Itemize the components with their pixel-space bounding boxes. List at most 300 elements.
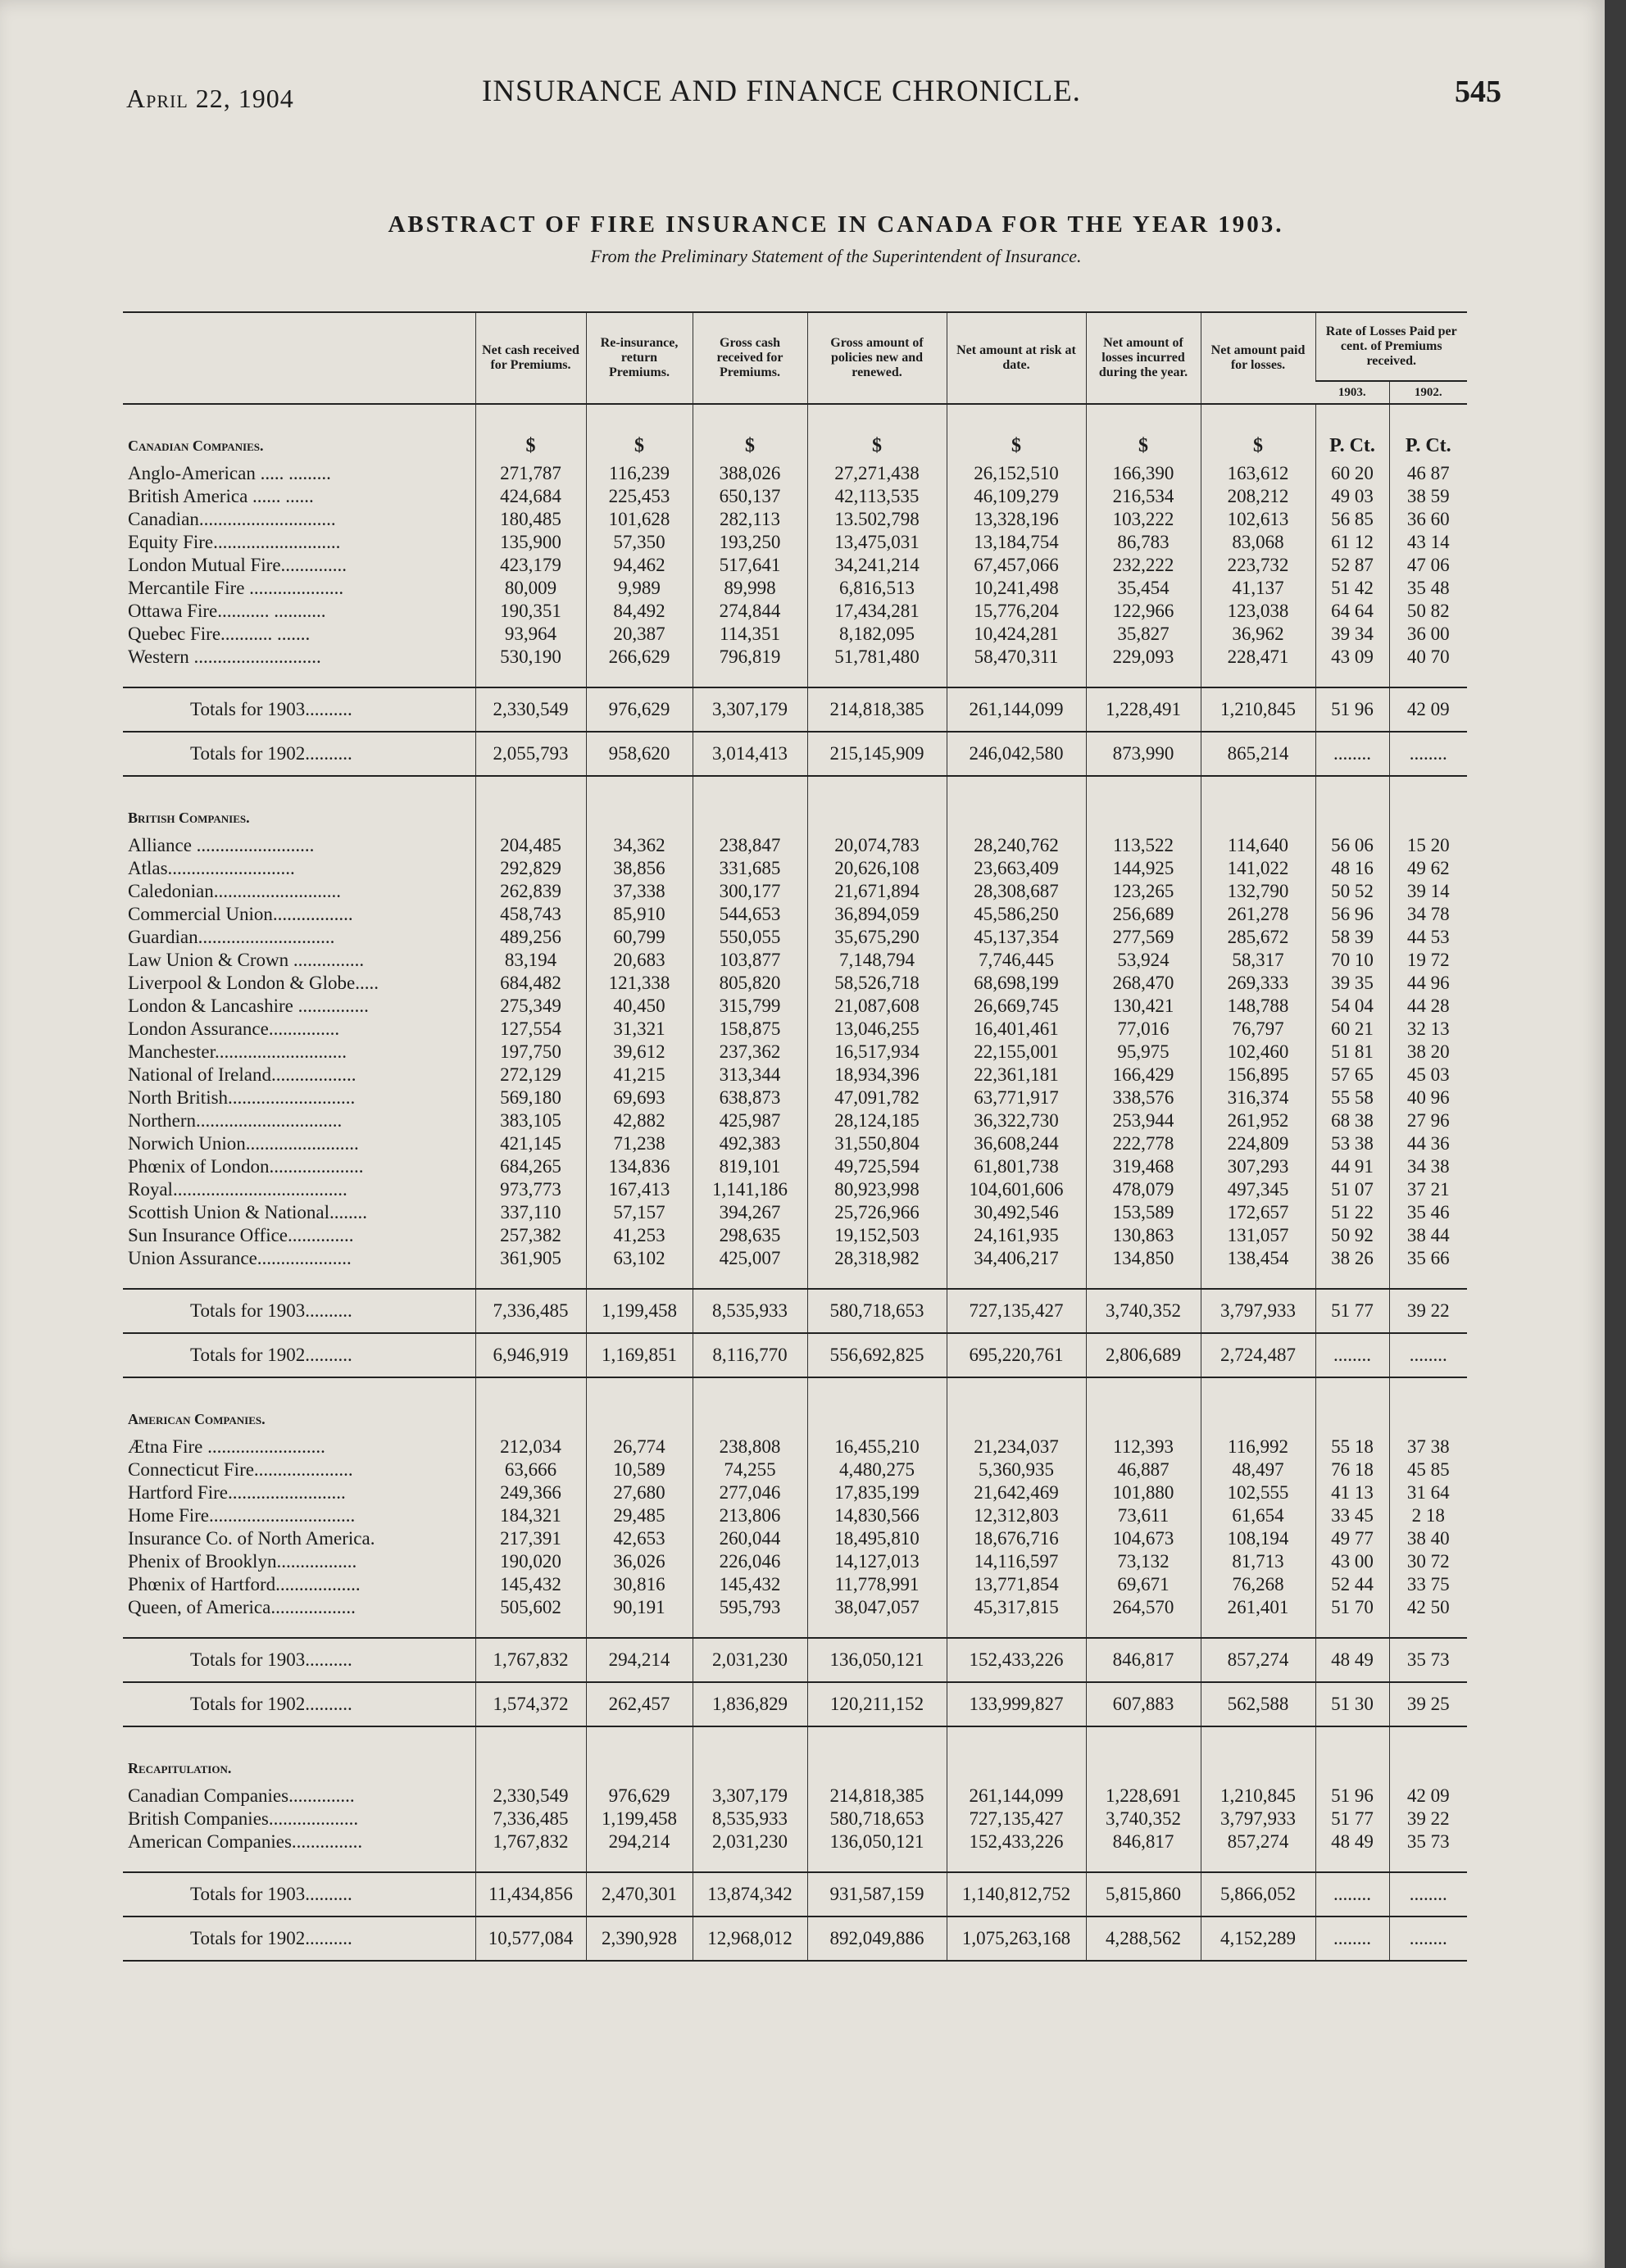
totals-cell: 2,055,793 (475, 732, 586, 776)
table-cell: 277,569 (1086, 926, 1201, 949)
table-cell: 145,432 (475, 1573, 586, 1596)
table-cell: 19 72 (1389, 949, 1467, 972)
empty-cell (1201, 1619, 1315, 1638)
totals-cell: 846,817 (1086, 1638, 1201, 1682)
totals-cell: 133,999,827 (947, 1682, 1086, 1726)
table-cell: 20,626,108 (807, 857, 947, 880)
empty-cell (475, 1619, 586, 1638)
table-cell: 61 12 (1315, 531, 1389, 554)
table-cell: 51 81 (1315, 1041, 1389, 1064)
table-cell: 595,793 (693, 1596, 807, 1619)
table-cell: 131,057 (1201, 1224, 1315, 1247)
totals-cell: 8,535,933 (693, 1289, 807, 1333)
table-row (123, 903, 1467, 926)
table-cell: 277,046 (693, 1481, 807, 1504)
table-cell: 70 10 (1315, 949, 1389, 972)
totals-cell: 35 73 (1389, 1638, 1467, 1682)
table-cell: 530,190 (475, 646, 586, 669)
table-cell: 89,998 (693, 577, 807, 600)
table-cell: 1,767,832 (475, 1830, 586, 1853)
totals-cell: 13,874,342 (693, 1872, 807, 1916)
table-cell: 51 70 (1315, 1596, 1389, 1619)
empty-cell (475, 1726, 586, 1785)
totals-cell: 1,199,458 (586, 1289, 693, 1333)
table-cell: 232,222 (1086, 554, 1201, 577)
empty-cell (1389, 776, 1467, 834)
company-name: London & Lancashire ............... (128, 996, 369, 1016)
empty-cell (123, 1853, 475, 1872)
company-name: Anglo-American ..... ......... (128, 463, 331, 483)
table-cell: 517,641 (693, 554, 807, 577)
table-cell: 67,457,066 (947, 554, 1086, 577)
table-cell: 3,797,933 (1201, 1808, 1315, 1830)
totals-cell: 1,228,491 (1086, 687, 1201, 732)
table-cell: 7,336,485 (475, 1808, 586, 1830)
table-cell: 497,345 (1201, 1178, 1315, 1201)
table-row (123, 646, 1467, 669)
empty-cell (1086, 1726, 1201, 1785)
table-cell: 10,241,498 (947, 577, 1086, 600)
empty-cell (947, 669, 1086, 687)
table-cell: 46,109,279 (947, 485, 1086, 508)
empty-cell (586, 1726, 693, 1785)
table-cell: 51 07 (1315, 1178, 1389, 1201)
table-cell: 41,253 (586, 1224, 693, 1247)
table-cell: 103,222 (1086, 508, 1201, 531)
totals-cell: 261,144,099 (947, 687, 1086, 732)
table-cell: 261,144,099 (947, 1785, 1086, 1808)
table-cell: 58,470,311 (947, 646, 1086, 669)
table-cell: 76 18 (1315, 1458, 1389, 1481)
table-cell: 103,877 (693, 949, 807, 972)
table-cell: 275,349 (475, 995, 586, 1018)
empty-cell (475, 1270, 586, 1289)
abstract-table (123, 311, 1467, 1962)
table-cell: 141,022 (1201, 857, 1315, 880)
table-cell: 638,873 (693, 1086, 807, 1109)
table-row (123, 834, 1467, 857)
empty-cell (1201, 1377, 1315, 1436)
table-cell: 76,797 (1201, 1018, 1315, 1041)
table-cell: 114,351 (693, 623, 807, 646)
table-cell: 10,424,281 (947, 623, 1086, 646)
table-cell: 36,322,730 (947, 1109, 1086, 1132)
table-row (123, 623, 1467, 646)
table-cell: 49 77 (1315, 1527, 1389, 1550)
unit-label: $ (947, 404, 1086, 462)
table-row (123, 995, 1467, 1018)
table-cell: 54 04 (1315, 995, 1389, 1018)
table-cell: 132,790 (1201, 880, 1315, 903)
empty-cell (1389, 1853, 1467, 1872)
table-cell: 58,317 (1201, 949, 1315, 972)
table-cell: 80,009 (475, 577, 586, 600)
table-cell: 190,351 (475, 600, 586, 623)
table-cell: 35 73 (1389, 1830, 1467, 1853)
table-cell: 190,020 (475, 1550, 586, 1573)
table-cell: 204,485 (475, 834, 586, 857)
table-cell: 80,923,998 (807, 1178, 947, 1201)
table-cell: 64 64 (1315, 600, 1389, 623)
section-header-row (123, 404, 1467, 462)
table-cell: 256,689 (1086, 903, 1201, 926)
section-title: British Companies. (128, 810, 250, 826)
table-cell: 569,180 (475, 1086, 586, 1109)
unit-label: P. Ct. (1389, 404, 1467, 462)
table-cell: 40,450 (586, 995, 693, 1018)
header-blank (123, 312, 475, 404)
table-row (123, 1504, 1467, 1527)
table-cell: 112,393 (1086, 1436, 1201, 1458)
table-cell: 214,818,385 (807, 1785, 947, 1808)
table-cell: 34 38 (1389, 1155, 1467, 1178)
totals-cell: 865,214 (1201, 732, 1315, 776)
table-cell: 271,787 (475, 462, 586, 485)
empty-cell (1389, 1270, 1467, 1289)
empty-cell (586, 1377, 693, 1436)
table-cell: 102,613 (1201, 508, 1315, 531)
totals-cell: 8,116,770 (693, 1333, 807, 1377)
totals-cell: 39 22 (1389, 1289, 1467, 1333)
section-title: Canadian Companies. (128, 438, 264, 454)
empty-cell (1201, 669, 1315, 687)
table-cell: 208,212 (1201, 485, 1315, 508)
company-name: American Companies............... (128, 1831, 363, 1852)
table-cell: 423,179 (475, 554, 586, 577)
column-header: Gross amount of policies new and renewed. (807, 312, 947, 404)
table-cell: 11,778,991 (807, 1573, 947, 1596)
totals-cell: 2,330,549 (475, 687, 586, 732)
table-cell: 136,050,121 (807, 1830, 947, 1853)
empty-cell (1389, 1619, 1467, 1638)
column-header: Rate of Losses Paid per cent. of Premiums received. (1315, 312, 1467, 381)
table-cell: 217,391 (475, 1527, 586, 1550)
totals-cell: 4,288,562 (1086, 1916, 1201, 1961)
company-name: Equity Fire........................... (128, 532, 341, 552)
table-cell: 478,079 (1086, 1178, 1201, 1201)
table-cell: 144,925 (1086, 857, 1201, 880)
empty-cell (586, 1853, 693, 1872)
table-row (123, 485, 1467, 508)
table-cell: 39,612 (586, 1041, 693, 1064)
table-cell: 172,657 (1201, 1201, 1315, 1224)
table-cell: 123,038 (1201, 600, 1315, 623)
empty-cell (693, 1377, 807, 1436)
spacer-row (123, 1619, 1467, 1638)
table-cell: 95,975 (1086, 1041, 1201, 1064)
table-cell: 17,835,199 (807, 1481, 947, 1504)
table-cell: 130,421 (1086, 995, 1201, 1018)
empty-cell (475, 669, 586, 687)
table-row (123, 508, 1467, 531)
table-cell: 44 36 (1389, 1132, 1467, 1155)
table-cell: 134,850 (1086, 1247, 1201, 1270)
table-cell: 163,612 (1201, 462, 1315, 485)
table-row (123, 880, 1467, 903)
table-cell: 42,113,535 (807, 485, 947, 508)
table-cell: 73,132 (1086, 1550, 1201, 1573)
empty-cell (1315, 1377, 1389, 1436)
table-cell: 684,265 (475, 1155, 586, 1178)
table-cell: 44 96 (1389, 972, 1467, 995)
table-cell: 223,732 (1201, 554, 1315, 577)
table-cell: 13,184,754 (947, 531, 1086, 554)
table-row (123, 1064, 1467, 1086)
table-cell: 41,137 (1201, 577, 1315, 600)
table-cell: 43 00 (1315, 1550, 1389, 1573)
table-cell: 22,361,181 (947, 1064, 1086, 1086)
table-cell: 193,250 (693, 531, 807, 554)
table-row (123, 1018, 1467, 1041)
table-cell: 37,338 (586, 880, 693, 903)
empty-cell (1086, 669, 1201, 687)
table-cell: 274,844 (693, 600, 807, 623)
table-cell: 36 00 (1389, 623, 1467, 646)
company-name: Union Assurance.................... (128, 1248, 352, 1268)
table-cell: 48 16 (1315, 857, 1389, 880)
table-cell: 184,321 (475, 1504, 586, 1527)
abstract-title: ABSTRACT OF FIRE INSURANCE IN CANADA FOR THE YEAR 1903. (388, 211, 1284, 238)
table-cell: 158,875 (693, 1018, 807, 1041)
spacer-row (123, 1853, 1467, 1872)
empty-cell (1086, 776, 1201, 834)
table-row (123, 600, 1467, 623)
empty-cell (947, 1377, 1086, 1436)
section-header-row (123, 776, 1467, 834)
company-name: Guardian............................. (128, 927, 335, 947)
page-number: 545 (1455, 75, 1501, 109)
table-cell: 846,817 (1086, 1830, 1201, 1853)
table-row (123, 577, 1467, 600)
totals-cell: 152,433,226 (947, 1638, 1086, 1682)
table-cell: 26,152,510 (947, 462, 1086, 485)
table-cell: 337,110 (475, 1201, 586, 1224)
table-cell: 40 96 (1389, 1086, 1467, 1109)
section-header-row (123, 1726, 1467, 1785)
company-name: Mercantile Fire .................... (128, 578, 344, 598)
table-cell: 10,589 (586, 1458, 693, 1481)
table-cell: 49 62 (1389, 857, 1467, 880)
table-cell: 37 21 (1389, 1178, 1467, 1201)
table-cell: 1,199,458 (586, 1808, 693, 1830)
totals-cell: 695,220,761 (947, 1333, 1086, 1377)
company-name: Liverpool & London & Globe..... (128, 973, 379, 993)
company-name: Northern............................... (128, 1110, 343, 1131)
empty-cell (807, 1726, 947, 1785)
totals-cell: ........ (1389, 1916, 1467, 1961)
table-cell: 34,241,214 (807, 554, 947, 577)
table-cell: 51 42 (1315, 577, 1389, 600)
company-name: British Companies................... (128, 1808, 359, 1829)
table-cell: 31,321 (586, 1018, 693, 1041)
table-cell: 63,102 (586, 1247, 693, 1270)
table-row (123, 462, 1467, 485)
table-row (123, 1132, 1467, 1155)
table-row (123, 1155, 1467, 1178)
table-cell: 39 34 (1315, 623, 1389, 646)
table-cell: 52 87 (1315, 554, 1389, 577)
table-cell: 60,799 (586, 926, 693, 949)
table-cell: 7,148,794 (807, 949, 947, 972)
table-row (123, 1458, 1467, 1481)
table-row (123, 1247, 1467, 1270)
company-name: Atlas........................... (128, 858, 295, 878)
table-cell: 48,497 (1201, 1458, 1315, 1481)
table-cell: 166,429 (1086, 1064, 1201, 1086)
table-row (123, 949, 1467, 972)
table-cell: 123,265 (1086, 880, 1201, 903)
table-cell: 71,238 (586, 1132, 693, 1155)
totals-row (123, 1872, 1467, 1916)
table-cell: 30,816 (586, 1573, 693, 1596)
table-cell: 20,387 (586, 623, 693, 646)
table-cell: 63,666 (475, 1458, 586, 1481)
company-name: Caledonian........................... (128, 881, 341, 901)
company-name: Sun Insurance Office.............. (128, 1225, 354, 1245)
table-cell: 260,044 (693, 1527, 807, 1550)
table-cell: 331,685 (693, 857, 807, 880)
totals-cell: 215,145,909 (807, 732, 947, 776)
table-cell: 36 60 (1389, 508, 1467, 531)
table-cell: 32 13 (1389, 1018, 1467, 1041)
table-cell: 31,550,804 (807, 1132, 947, 1155)
table-cell: 36,026 (586, 1550, 693, 1573)
table-cell: 35,675,290 (807, 926, 947, 949)
empty-cell (693, 776, 807, 834)
table-cell: 12,312,803 (947, 1504, 1086, 1527)
totals-cell: 2,470,301 (586, 1872, 693, 1916)
table-cell: 166,390 (1086, 462, 1201, 485)
company-name: London Mutual Fire.............. (128, 555, 347, 575)
table-cell: 167,413 (586, 1178, 693, 1201)
totals-cell: ........ (1389, 1872, 1467, 1916)
table-cell: 104,673 (1086, 1527, 1201, 1550)
table-cell: 29,485 (586, 1504, 693, 1527)
table-cell: 14,116,597 (947, 1550, 1086, 1573)
table-cell: 6,816,513 (807, 577, 947, 600)
table-cell: 394,267 (693, 1201, 807, 1224)
table-cell: 45 85 (1389, 1458, 1467, 1481)
table-cell: 58 39 (1315, 926, 1389, 949)
company-name: North British........................... (128, 1087, 356, 1108)
table-cell: 153,589 (1086, 1201, 1201, 1224)
table-cell: 14,127,013 (807, 1550, 947, 1573)
table-cell: 38,047,057 (807, 1596, 947, 1619)
table-cell: 21,671,894 (807, 880, 947, 903)
table-cell: 262,839 (475, 880, 586, 903)
table-cell: 84,492 (586, 600, 693, 623)
company-name: Norwich Union........................ (128, 1133, 359, 1154)
table-cell: 43 09 (1315, 646, 1389, 669)
table-cell: 36,608,244 (947, 1132, 1086, 1155)
company-name: Royal..................................... (128, 1179, 347, 1200)
totals-row (123, 1289, 1467, 1333)
totals-cell: 11,434,856 (475, 1872, 586, 1916)
empty-cell (1086, 1853, 1201, 1872)
table-cell: 31 64 (1389, 1481, 1467, 1504)
table-cell: 50 52 (1315, 880, 1389, 903)
table-cell: 216,534 (1086, 485, 1201, 508)
totals-cell: 3,797,933 (1201, 1289, 1315, 1333)
table-cell: 39 14 (1389, 880, 1467, 903)
table-cell: 43 14 (1389, 531, 1467, 554)
empty-cell (475, 1853, 586, 1872)
table-cell: 39 35 (1315, 972, 1389, 995)
table-row (123, 926, 1467, 949)
company-name: Scottish Union & National........ (128, 1202, 367, 1222)
table-cell: 727,135,427 (947, 1808, 1086, 1830)
table-cell: 16,455,210 (807, 1436, 947, 1458)
empty-cell (123, 1619, 475, 1638)
table-cell: 819,101 (693, 1155, 807, 1178)
table-cell: 14,830,566 (807, 1504, 947, 1527)
table-cell: 684,482 (475, 972, 586, 995)
table-cell: 50 82 (1389, 600, 1467, 623)
table-cell: 23,663,409 (947, 857, 1086, 880)
empty-cell (807, 1377, 947, 1436)
totals-label: Totals for 1902.......... (123, 1333, 475, 1377)
table-cell: 28,240,762 (947, 834, 1086, 857)
table-cell: 21,234,037 (947, 1436, 1086, 1458)
table-cell: 127,554 (475, 1018, 586, 1041)
table-cell: 34 78 (1389, 903, 1467, 926)
totals-label: Totals for 1903.......... (123, 687, 475, 732)
table-cell: 26,774 (586, 1436, 693, 1458)
table-cell: 313,344 (693, 1064, 807, 1086)
totals-cell: ........ (1315, 1872, 1389, 1916)
empty-cell (1201, 1726, 1315, 1785)
table-cell: 28,124,185 (807, 1109, 947, 1132)
totals-cell: 12,968,012 (693, 1916, 807, 1961)
totals-cell: ........ (1389, 732, 1467, 776)
table-cell: 492,383 (693, 1132, 807, 1155)
totals-cell: 51 30 (1315, 1682, 1389, 1726)
table-cell: 56 96 (1315, 903, 1389, 926)
totals-cell: 1,767,832 (475, 1638, 586, 1682)
empty-cell (947, 1619, 1086, 1638)
table-cell: 90,191 (586, 1596, 693, 1619)
table-cell: 38 40 (1389, 1527, 1467, 1550)
totals-cell: 1,140,812,752 (947, 1872, 1086, 1916)
column-header: Net amount paid for losses. (1201, 312, 1315, 404)
totals-label: Totals for 1902.......... (123, 732, 475, 776)
table-cell: 27,680 (586, 1481, 693, 1504)
table-cell: 238,847 (693, 834, 807, 857)
table-cell: 61,801,738 (947, 1155, 1086, 1178)
section-title: American Companies. (128, 1411, 266, 1427)
table-cell: 13,771,854 (947, 1573, 1086, 1596)
table-cell: 30 72 (1389, 1550, 1467, 1573)
table-cell: 101,880 (1086, 1481, 1201, 1504)
page-edge (1605, 0, 1626, 2268)
table-cell: 18,676,716 (947, 1527, 1086, 1550)
table-cell: 544,653 (693, 903, 807, 926)
table-cell: 266,629 (586, 646, 693, 669)
empty-cell (1315, 669, 1389, 687)
company-name: Canadian............................. (128, 509, 336, 529)
table-cell: 237,362 (693, 1041, 807, 1064)
totals-cell: 51 77 (1315, 1289, 1389, 1333)
table-row (123, 1481, 1467, 1504)
table-cell: 269,333 (1201, 972, 1315, 995)
table-cell: 68 38 (1315, 1109, 1389, 1132)
table-cell: 45,137,354 (947, 926, 1086, 949)
empty-cell (1315, 1853, 1389, 1872)
empty-cell (807, 669, 947, 687)
table-cell: 1,141,186 (693, 1178, 807, 1201)
table-cell: 76,268 (1201, 1573, 1315, 1596)
table-cell: 45 03 (1389, 1064, 1467, 1086)
